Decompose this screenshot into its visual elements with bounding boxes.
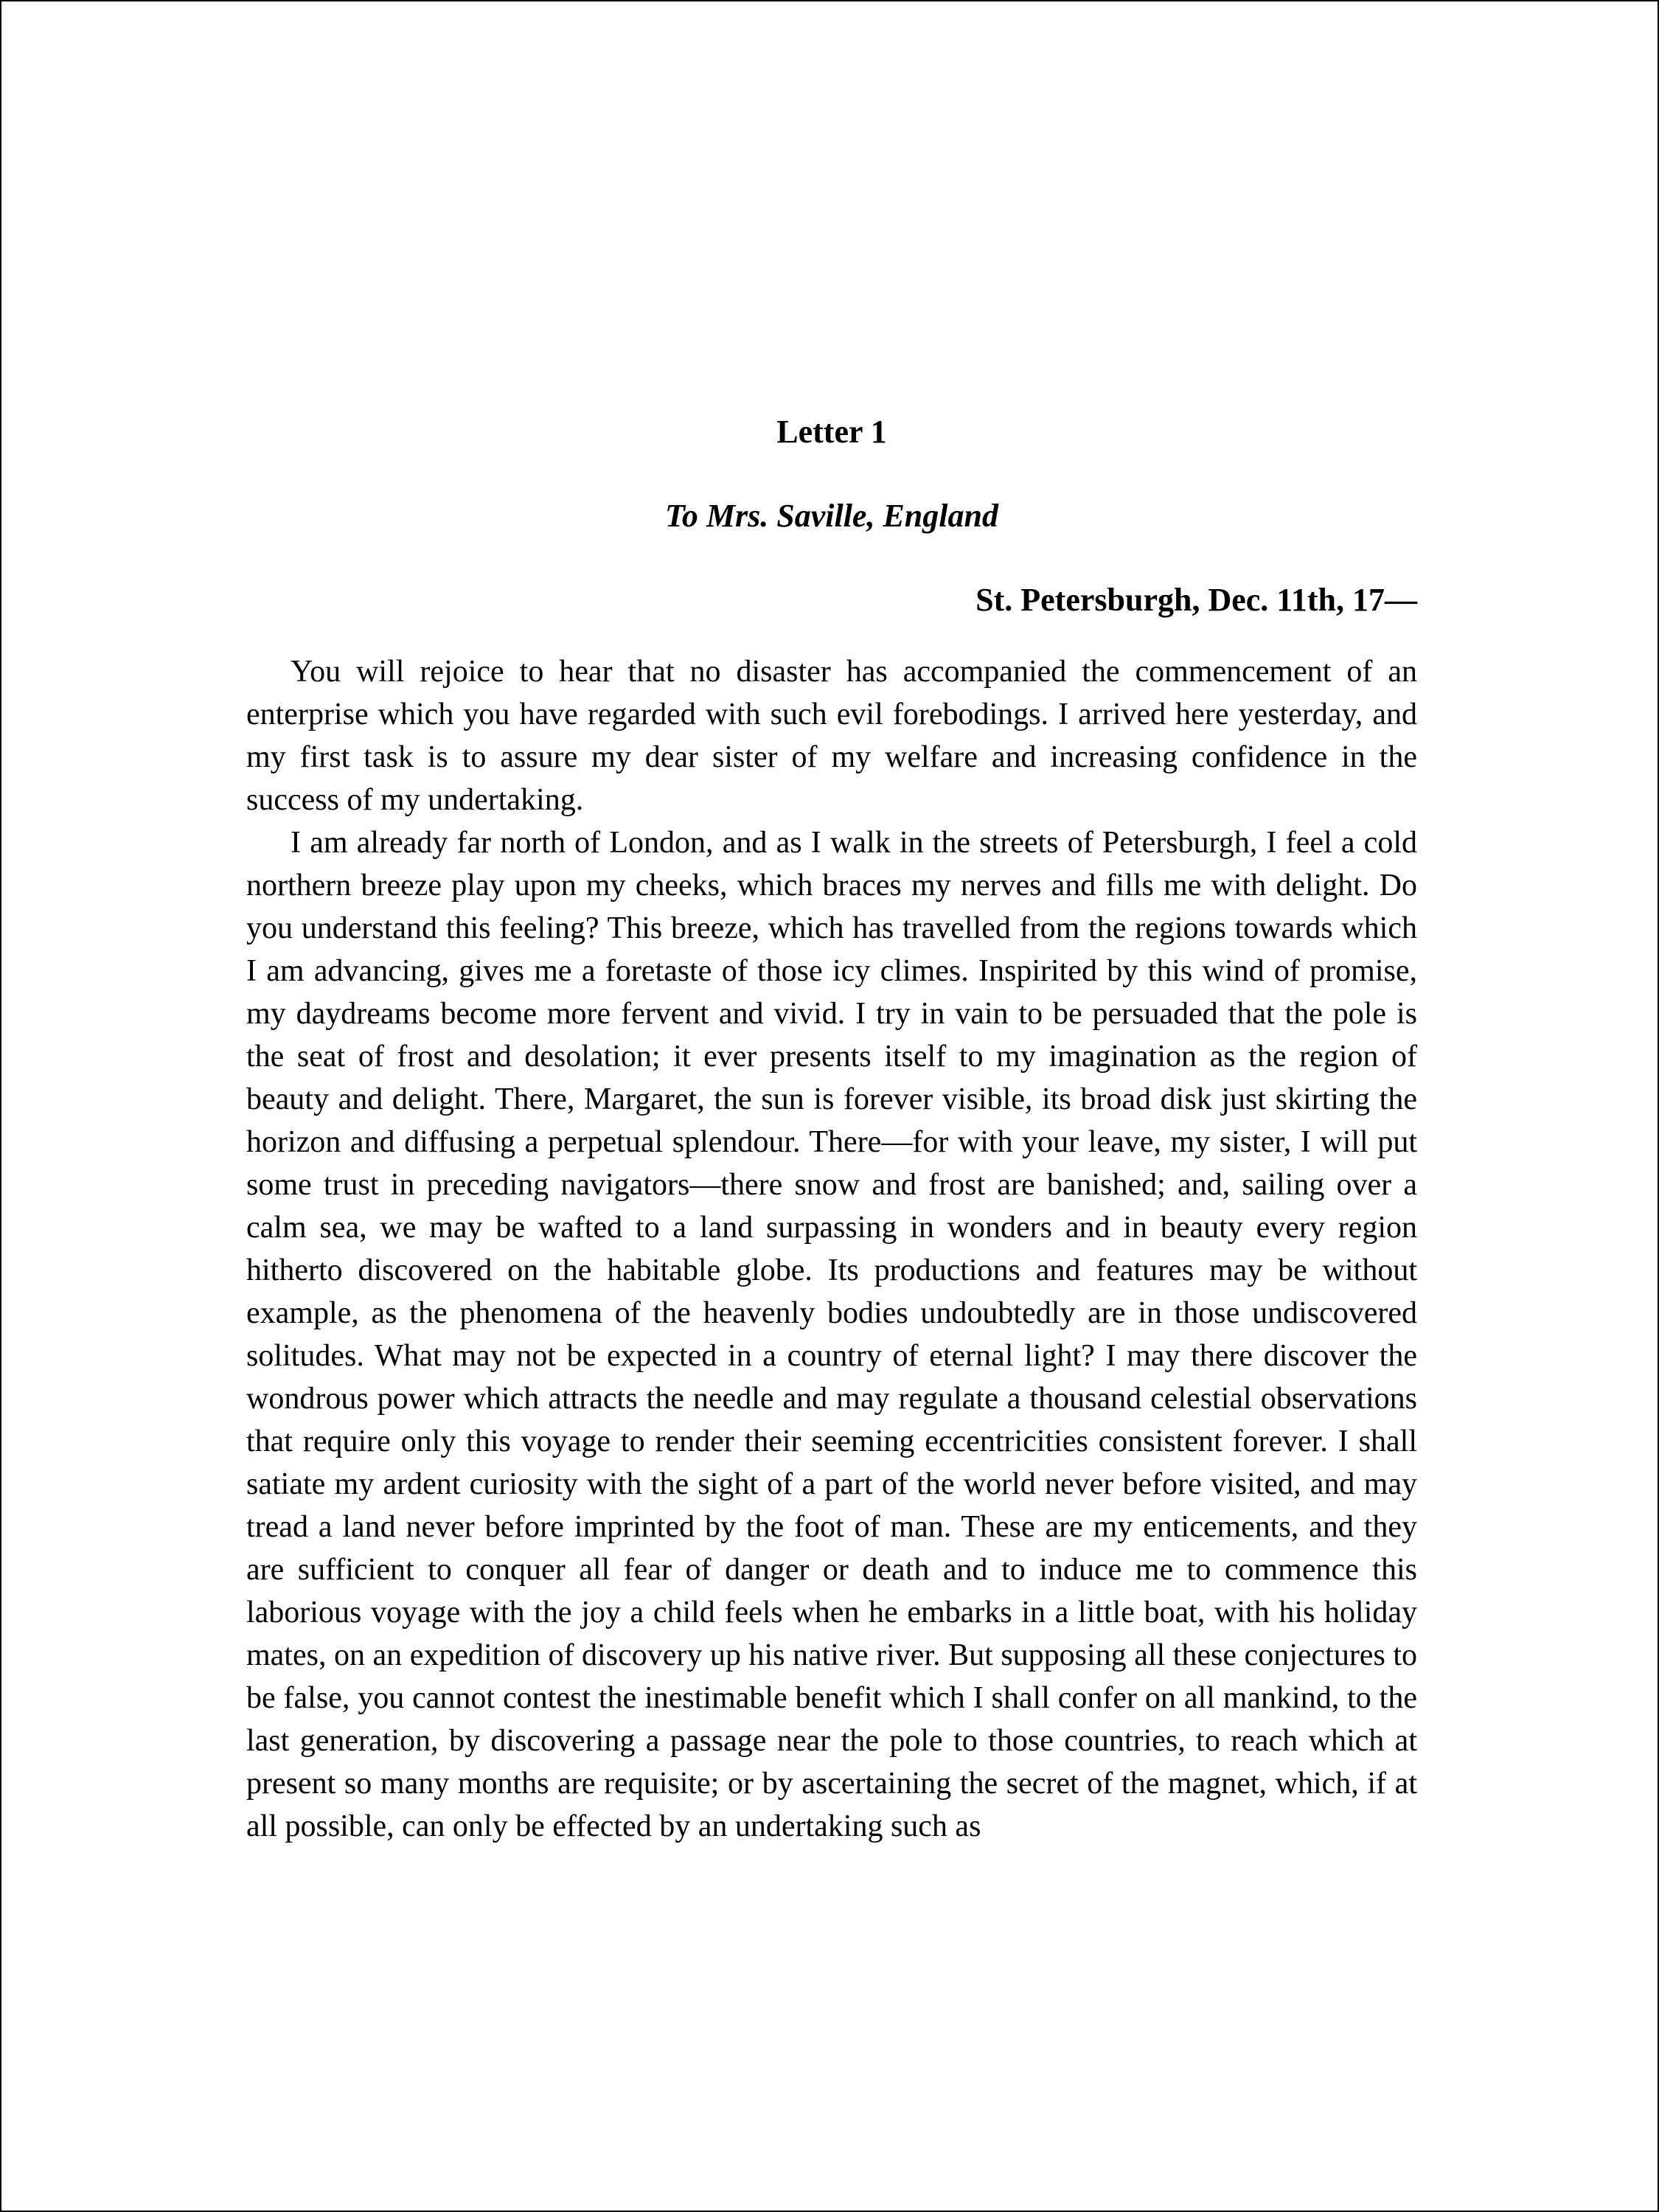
letter-paragraph-1: You will rejoice to hear that no disaster has accompanied the commencement of an enterprise which you have regarded with such evil forebodings. I arrived here yesterday, and my first task is to assure my dear sister of my welfare and increasing confidence in the success of my undertaking. [246, 655, 1417, 817]
letter-recipient: To Mrs. Saville, England [665, 498, 998, 534]
letter-paragraph-2: I am already far north of London, and as I walk in the streets of Petersburgh, I feel a cold northern breeze play upon my cheeks, which braces my nerves and fills me with delight. Do you understand this feeling? This breeze, which has travelled from the regions towards which I am advancing, gives me a foretaste of those icy climes. Inspirited by this wind of promise, my daydreams become more fervent and vivid. I try in vain to be persuaded that the pole is the seat of frost and desolation; it ever presents itself to my imagination as the region of beauty and delight. There, Margaret, the sun is forever visible, its broad disk just skirting the horizon and diffusing a perpetual splendour. There—for with your leave, my sister, I will put some trust in preceding navigators—there snow and frost are banished; and, sailing over a calm sea, we may be wafted to a land surpassing in wonders and in beauty every region hitherto discovered on the habitable globe. Its productions and features may be without example, as the phenomena of the heavenly bodies undoubtedly are in those undiscovered solitudes. What may not be expected in a country of eternal light? I may there discover the wondrous power which attracts the needle and may regulate a thousand celestial observations that require only this voyage to render their seeming eccentricities consistent forever. I shall satiate my ardent curiosity with the sight of a part of the world never before visited, and may tread a land never before imprinted by the foot of man. These are my enticements, and they are sufficient to conquer all fear of danger or death and to induce me to commence this laborious voyage with the joy a child feels when he embarks in a little boat, with his holiday mates, on an expedition of discovery up his native river. But supposing all these conjectures to be false, you cannot contest the inestimable benefit which I shall confer on all mankind, to the last generation, by discovering a passage near the pole to those countries, to reach which at present so many months are requisite; or by ascertaining the secret of the magnet, which, if at all possible, can only be effected by an undertaking such as [246, 826, 1417, 1843]
letter-text-block [246, 407, 1417, 1848]
letter-dateline: St. Petersburgh, Dec. 11th, 17— [975, 582, 1417, 618]
letter-heading: Letter 1 [776, 414, 887, 450]
